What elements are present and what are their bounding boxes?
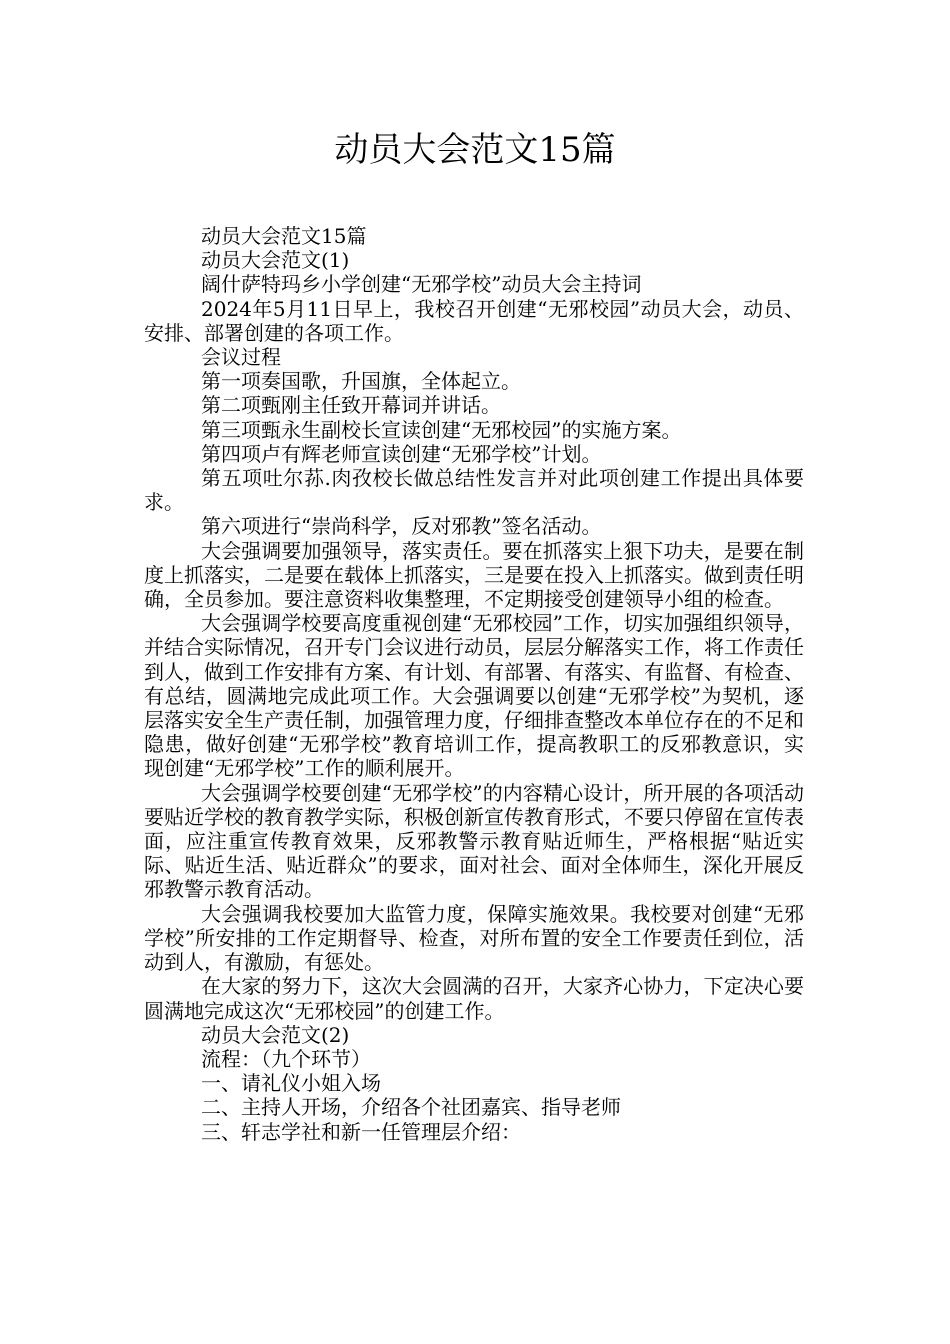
paragraph: 流程：（九个环节） [201,1046,371,1071]
paragraph: 大会强调要加强领导，落实责任。要在抓落实上狠下功夫，是要在制度上抓落实，二是要在载体上抓落实，三是要在投入上抓落实。做到责任明确，全员参加。要注意资料收集整理，不定期接受创建领导小组的检查。 [144,538,804,612]
paragraph: 大会强调我校要加大监管力度，保障实施效果。我校要对创建“无邪学校”所安排的工作定期督导、检查，对所布置的安全工作要责任到位，活动到人，有激励，有惩处。 [144,901,804,975]
paragraph: 大会强调学校要高度重视创建“无邪校园”工作，切实加强组织领导，并结合实际情况，召开专门会议进行动员，层层分解落实工作，将工作责任到人，做到工作安排有方案、有计划、有部署、有落实、有监督、有检查、有总结，圆满地完成此项工作。大会强调要以创建“无邪学校”为契机，逐层落实安全生产责任制，加强管理力度，仔细排查整改本单位存在的不足和隐患，做好创建“无邪学校”教育培训工作，提高教职工的反邪教意识，实现创建“无邪学校”工作的顺利展开。 [144,611,804,781]
paragraph: 动员大会范文15篇 [201,224,367,248]
paragraph: 第六项进行“崇尚科学，反对邪教”签名活动。 [201,514,602,539]
paragraph: 第三项甄永生副校长宣读创建“无邪校园”的实施方案。 [201,417,682,442]
paragraph: 三、轩志学社和新一任管理层介绍： [201,1119,521,1144]
document-title: 动员大会范文15篇 [334,130,616,170]
paragraph: 2024年5月11日早上，我校召开创建“无邪校园”动员大会，动员、安排、部署创建的各项工作。 [144,296,804,345]
paragraph: 第五项吐尔荪.肉孜校长做总结性发言并对此项创建工作提出具体要求。 [144,466,804,515]
paragraph: 第四项卢有辉老师宣读创建“无邪学校”计划。 [201,441,602,466]
paragraph: 第二项甄刚主任致开幕词并讲话。 [201,393,501,418]
paragraph: 大会强调学校要创建“无邪学校”的内容精心设计，所开展的各项活动要贴近学校的教育教学实际，积极创新宣传教育形式，不要只停留在宣传表面，应注重宣传教育效果，反邪教警示教育贴近师生，严格根据“贴近实际、贴近生活、贴近群众”的要求，面对社会、面对全体师生，深化开展反邪教警示教育活动。 [144,780,804,902]
paragraph: 会议过程 [201,345,281,370]
paragraph: 动员大会范文(2) [201,1022,350,1047]
paragraph: 阔什萨特玛乡小学创建“无邪学校”动员大会主持词 [201,272,642,297]
paragraph: 二、主持人开场，介绍各个社团嘉宾、指导老师 [201,1095,621,1120]
paragraph: 一、请礼仪小姐入场 [201,1071,381,1096]
document-body [144,224,804,1144]
paragraph: 动员大会范文(1) [201,248,350,273]
paragraph: 第一项奏国歌，升国旗，全体起立。 [201,369,521,394]
paragraph: 在大家的努力下，这次大会圆满的召开，大家齐心协力，下定决心要圆满地完成这次“无邪校园”的创建工作。 [144,974,804,1023]
